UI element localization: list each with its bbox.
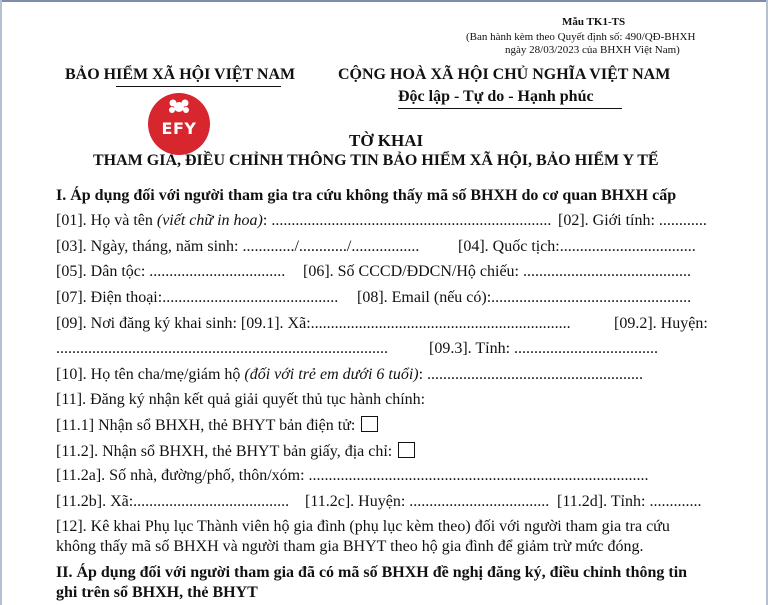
org-underline (116, 86, 281, 87)
field-09-continuation[interactable]: ................................................................................... (56, 340, 388, 357)
field-10-label: [10]. Họ tên cha/mẹ/giám hộ (56, 366, 245, 383)
field-11-2-paper (56, 442, 415, 461)
field-11-2a-street[interactable]: [11.2a]. Số nhà, đường/phố, thôn/xóm: ..................................................................................... (56, 467, 649, 484)
form-code: Mẫu TK1-TS (562, 16, 626, 28)
motto-underline (398, 108, 622, 109)
field-01-hint: (viết chữ in hoa) (156, 212, 263, 229)
motto: Độc lập - Tự do - Hạnh phúc (398, 88, 594, 105)
doc-title: TỜ KHAI (349, 131, 424, 150)
section-1-heading: I. Áp dụng đối với người tham gia tra cứu không thấy mã số BHXH do cơ quan BHXH cấp (56, 187, 677, 204)
field-09-2-district[interactable]: [09.2]. Huyện: (614, 315, 708, 332)
country-name: CỘNG HOÀ XÃ HỘI CHỦ NGHĨA VIỆT NAM (338, 66, 671, 83)
field-11-1-electronic (56, 416, 378, 435)
section-2-heading-line-2: ghi trên sổ BHXH, thẻ BHYT (56, 584, 258, 601)
issued-line-1: (Ban hành kèm theo Quyết định số: 490/QĐ-BHXH (466, 31, 696, 43)
page-border-top (0, 0, 768, 2)
field-10-guardian[interactable] (56, 366, 643, 384)
field-08-email[interactable]: [08]. Email (nếu có):.................................................. (357, 289, 692, 306)
field-11-2d-province[interactable]: [11.2d]. Tỉnh: ............. (557, 493, 702, 510)
field-01-dots: : ...................................................................... (262, 212, 552, 229)
field-10-hint: (đối với trẻ em dưới 6 tuổi) (244, 366, 419, 383)
field-07-phone[interactable]: [07]. Điện thoại:............................................ (56, 289, 339, 306)
logo-text: EFY (161, 118, 197, 138)
field-06-id-number[interactable]: [06]. Số CCCD/ĐDCN/Hộ chiếu: .......................................... (303, 263, 691, 280)
field-10-dots: : ...................................................... (418, 366, 644, 383)
field-12-line-1: [12]. Kê khai Phụ lục Thành viên hộ gia đình (phụ lục kèm theo) đối với người tham gia tra cứu (56, 518, 670, 535)
org-name: BẢO HIỂM XÃ HỘI VIỆT NAM (65, 66, 296, 83)
field-12-line-2: không thấy mã số BHXH và người tham gia BHYT theo hộ gia đình để giảm trừ mức đóng. (56, 538, 644, 555)
field-11-2c-district[interactable]: [11.2c]. Huyện: ................................... (305, 493, 550, 510)
field-11-2b-commune[interactable]: [11.2b]. Xã:....................................... (56, 493, 290, 510)
field-09-birth-registration[interactable]: [09]. Nơi đăng ký khai sinh: [09.1]. Xã:................................................................. (56, 315, 571, 332)
field-11-2-label: [11.2]. Nhận sổ BHXH, thẻ BHYT bản giấy, địa chỉ: (56, 443, 393, 460)
field-02-gender[interactable]: [02]. Giới tính: ............ (558, 212, 707, 229)
field-04-nationality[interactable]: [04]. Quốc tịch:.................................. (458, 238, 696, 255)
electronic-checkbox[interactable] (361, 416, 378, 432)
field-03-birth-date[interactable]: [03]. Ngày, tháng, năm sinh: ............./............/................. (56, 238, 420, 255)
page-border-left (0, 0, 2, 605)
field-11-1-label: [11.1] Nhận sổ BHXH, thẻ BHYT bản điện tử: (56, 417, 356, 434)
field-01-full-name[interactable] (56, 212, 551, 230)
field-01-label: [01]. Họ và tên (56, 212, 157, 229)
field-09-3-province[interactable]: [09.3]. Tỉnh: .................................... (429, 340, 659, 357)
field-05-ethnicity[interactable]: [05]. Dân tộc: .................................. (56, 263, 286, 280)
efy-logo (148, 93, 210, 155)
field-11-result-delivery: [11]. Đăng ký nhận kết quả giải quyết thủ tục hành chính: (56, 391, 426, 408)
section-2-heading-line-1: II. Áp dụng đối với người tham gia đã có mã số BHXH đề nghị đăng ký, điều chỉnh thông tin (56, 564, 688, 581)
paper-checkbox[interactable] (398, 442, 415, 458)
issued-line-2: ngày 28/03/2023 của BHXH Việt Nam) (505, 44, 680, 56)
doc-subtitle: THAM GIA, ĐIỀU CHỈNH THÔNG TIN BẢO HIỂM XÃ HỘI, BẢO HIỂM Y TẾ (93, 152, 659, 169)
